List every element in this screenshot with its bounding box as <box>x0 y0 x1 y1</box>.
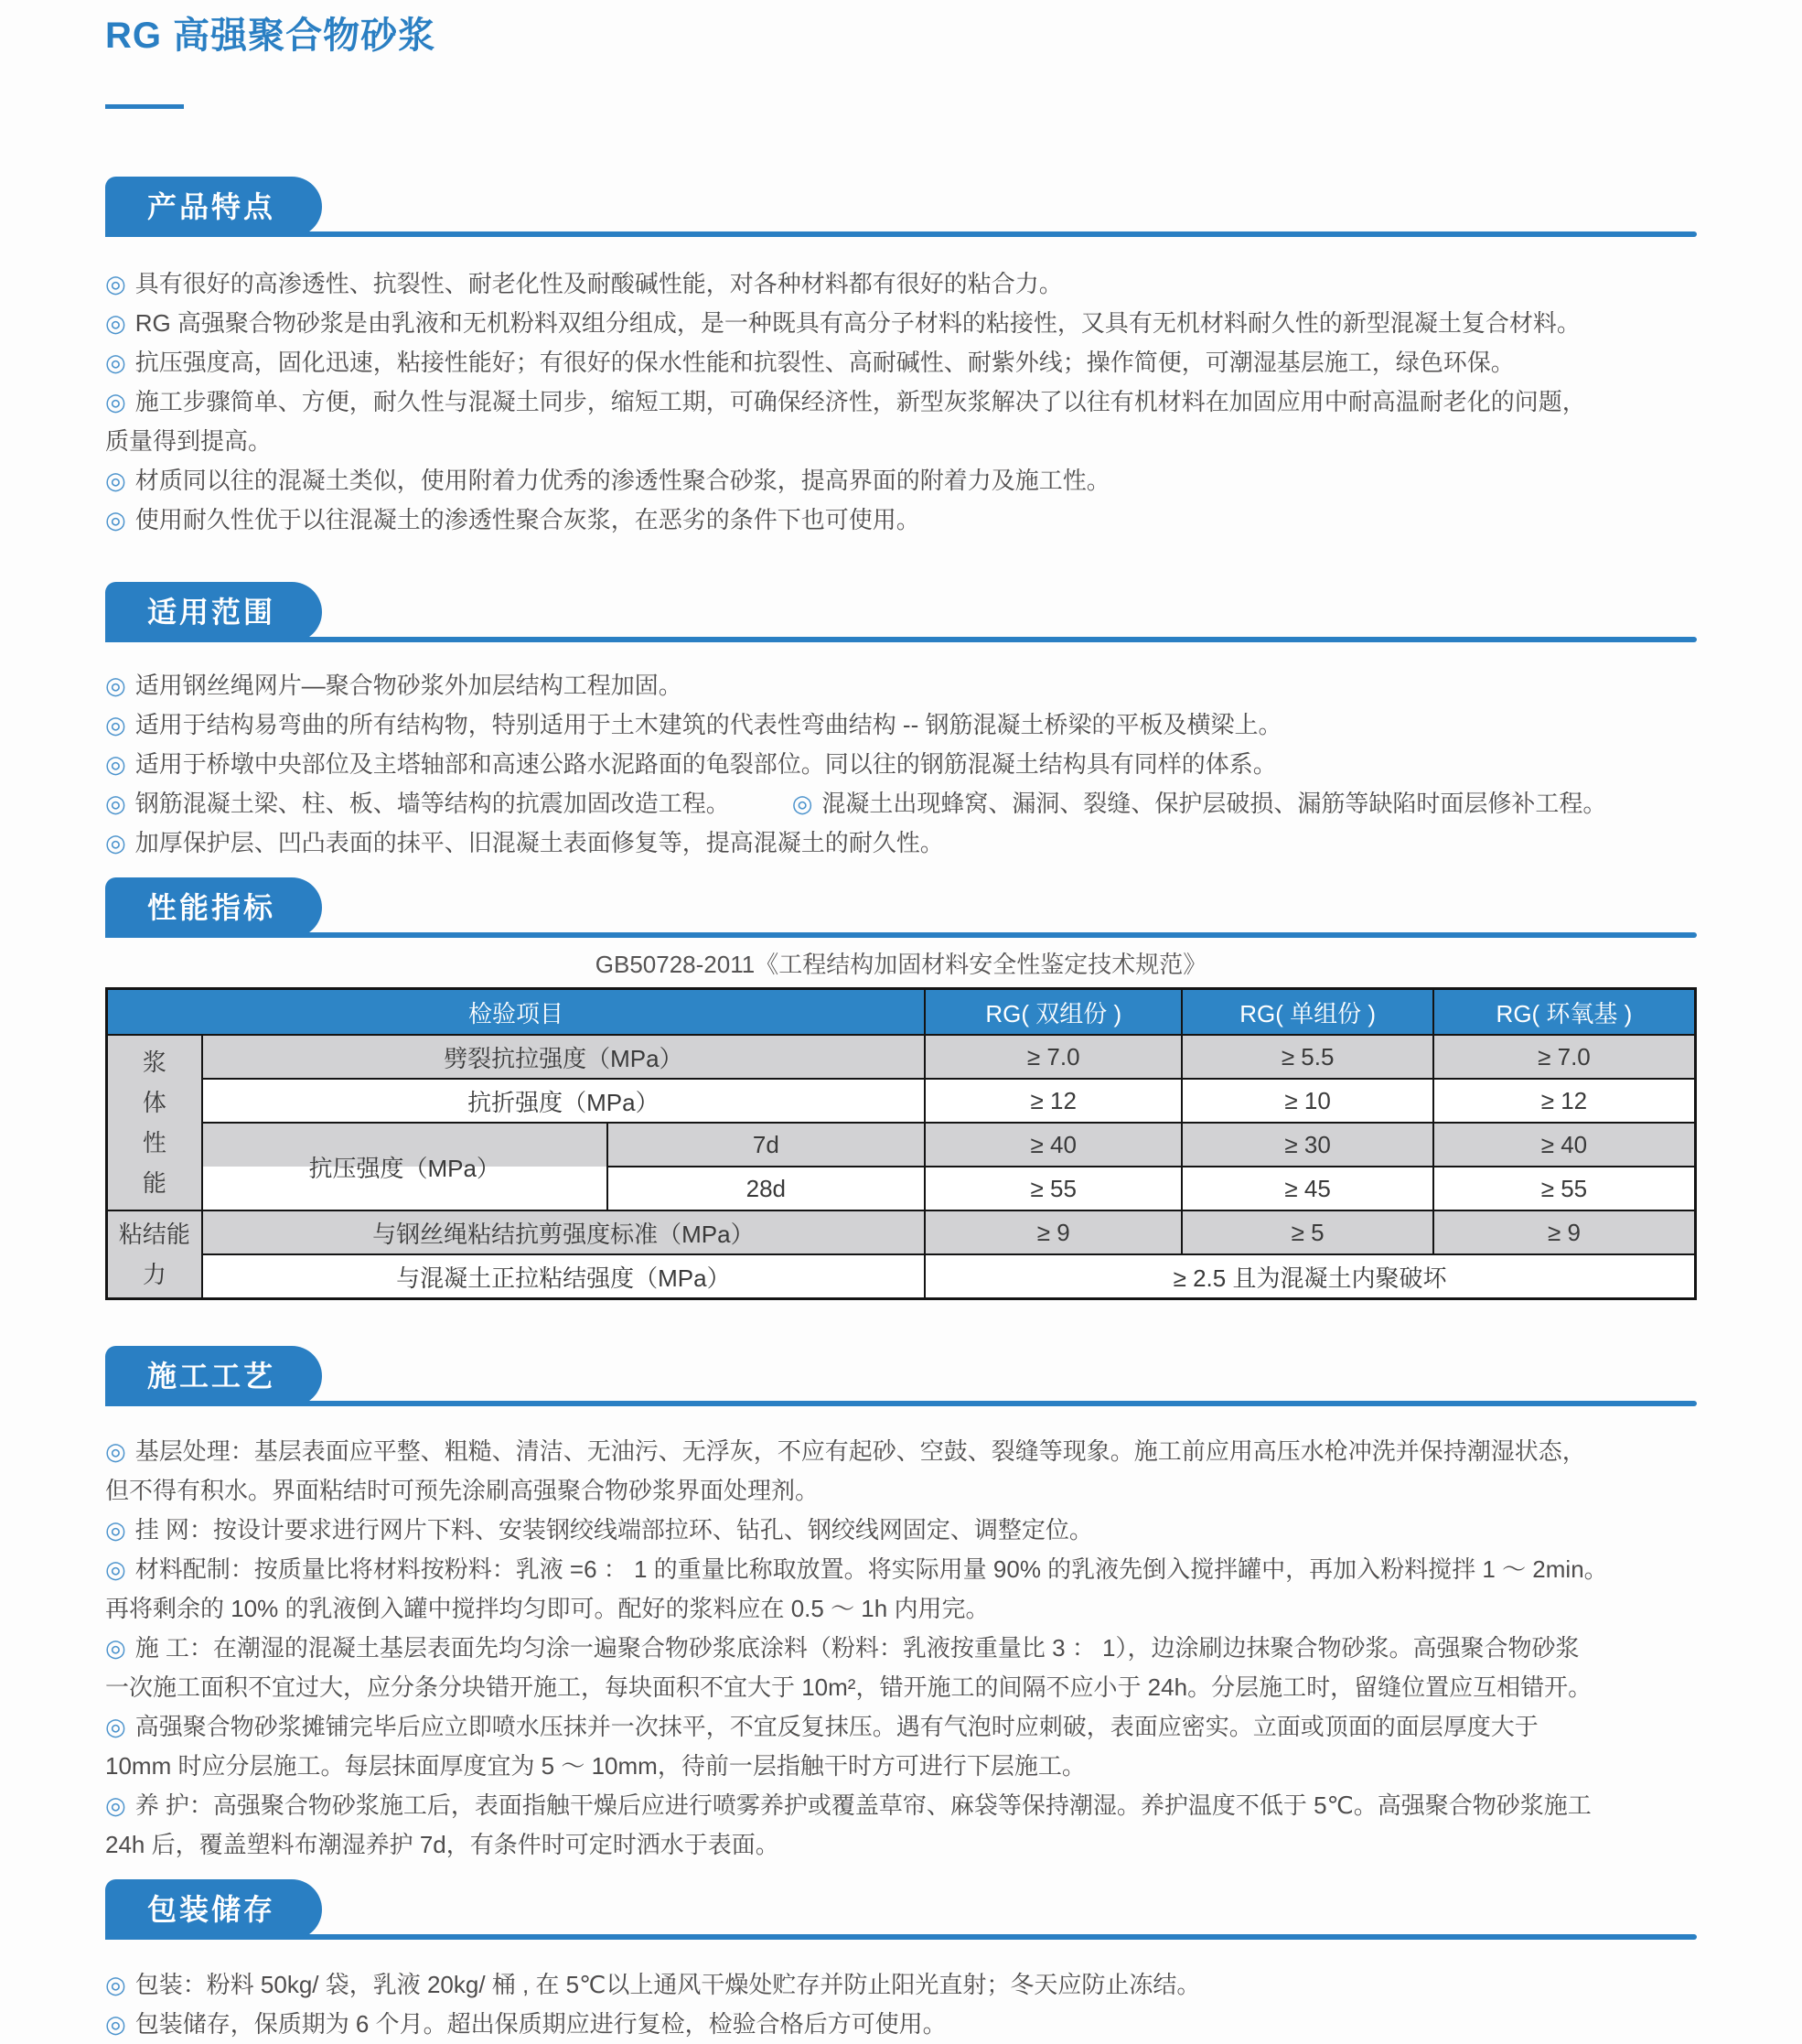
section-performance-index <box>105 877 1697 1300</box>
table-cell: ≥ 9 <box>1433 1210 1696 1254</box>
table-cell: 抗折强度（MPa） <box>202 1079 925 1123</box>
bullet-icon: ◎ <box>105 349 126 376</box>
section-badge: 包装储存 <box>105 1879 322 1940</box>
bullet-item <box>105 461 1697 500</box>
table-cell: ≥ 30 <box>1182 1123 1432 1167</box>
bullet-icon: ◎ <box>105 388 126 415</box>
bullet-item <box>105 343 1697 382</box>
bullet-segment: ◎ 养 护：高强聚合物砂浆施工后，表面指触干燥后应进行喷雾养护或覆盖草帘、麻袋等保持潮湿。养护温度不低于 5℃。高强聚合物砂浆施工 24h 后，覆盖塑料布潮湿养护 7d，有条件时可定时洒水于表面。 <box>105 1791 1592 1858</box>
bullet-icon: ◎ <box>105 1555 126 1583</box>
table-cell: ≥ 7.0 <box>925 1035 1182 1079</box>
table-cell: ≥ 12 <box>1433 1079 1696 1123</box>
table-cell-line: 能 <box>142 1169 166 1197</box>
bullet-segment: ◎ 包装储存，保质期为 6 个月。超出保质期应进行复检，检验合格后方可使用。 <box>105 2010 947 2038</box>
bullet-item <box>105 1707 1697 1786</box>
table-row <box>107 1079 1696 1123</box>
table-cell: 与混凝土正拉粘结强度（MPa） <box>202 1254 925 1299</box>
performance-table <box>105 987 1697 1300</box>
table-cell: ≥ 5.5 <box>1182 1035 1432 1079</box>
section-packaging-storage <box>105 1879 1697 2044</box>
bullet-icon: ◎ <box>105 2010 126 2038</box>
section-header-packaging-storage <box>105 1879 1697 1940</box>
table-cell: ≥ 55 <box>1433 1167 1696 1210</box>
table-body <box>107 1035 1696 1299</box>
table-cell-line: 粘结能 <box>118 1221 190 1248</box>
bullet-list <box>105 264 1697 540</box>
bullet-segment: ◎ 适用钢丝绳网片—聚合物砂浆外加层结构工程加固。 <box>105 672 682 699</box>
table-row <box>107 1035 1696 1079</box>
bullet-item <box>105 304 1697 343</box>
bullet-item <box>105 1629 1697 1707</box>
bullet-icon: ◎ <box>105 672 126 699</box>
table-row <box>107 1254 1696 1299</box>
page-title: RG 高强聚合物砂浆 <box>105 16 436 56</box>
bullet-item <box>105 705 1697 745</box>
bullet-segment: ◎ 基层处理：基层表面应平整、粗糙、清洁、无油污、无浮灰，不应有起砂、空鼓、裂缝等现象。施工前应用高压水枪冲洗并保持潮湿状态， 但不得有积水。界面粘结时可预先涂刷高强聚合物砂浆界面处理剂。 <box>105 1437 1586 1504</box>
table-cell: ≥ 2.5 且为混凝土内聚破坏 <box>925 1254 1695 1299</box>
bullet-segment: ◎ 材质同以往的混凝土类似，使用附着力优秀的渗透性聚合砂浆，提高界面的附着力及施工性。 <box>105 467 1110 494</box>
bullet-segment: ◎ 材料配制：按质量比将材料按粉料：乳液 =6 ： 1 的重量比称取放置。将实际用量 90% 的乳液先倒入搅拌罐中，再加入粉料搅拌 1 ～ 2min。 再将剩余的 10% 的乳液倒入罐中搅拌均匀即可。配好的浆料应在 0.5 ～ 1h 内用完。 <box>105 1555 1608 1622</box>
bullet-item <box>105 1786 1697 1865</box>
bullet-segment: ◎ 具有很好的高渗透性、抗裂性、耐老化性及耐酸碱性能，对各种材料都有很好的粘合力。 <box>105 270 1063 297</box>
bullet-icon: ◎ <box>105 750 126 778</box>
bullet-segment: ◎ 适用于桥墩中央部位及主塔轴部和高速公路水泥路面的龟裂部位。同以往的钢筋混凝土结构具有同样的体系。 <box>105 750 1277 778</box>
table-cell: 7d <box>607 1123 925 1167</box>
bullet-segment: ◎ 钢筋混凝土梁、柱、板、墙等结构的抗震加固改造工程。 <box>105 790 730 817</box>
bullet-icon: ◎ <box>105 1713 126 1740</box>
bullet-item <box>105 1511 1697 1550</box>
bullet-icon: ◎ <box>105 829 126 856</box>
table-cell: ≥ 10 <box>1182 1079 1432 1123</box>
bullet-icon: ◎ <box>105 1516 126 1544</box>
table-cell: 抗压强度（MPa） <box>202 1123 607 1210</box>
table-cell-line: 浆 <box>142 1049 166 1076</box>
bullet-segment: ◎ RG 高强聚合物砂浆是由乳液和无机粉料双组分组成，是一种既具有高分子材料的粘接性，又具有无机材料耐久性的新型混凝土复合材料。 <box>105 309 1581 337</box>
bullet-icon: ◎ <box>105 467 126 494</box>
sections <box>105 177 1697 2044</box>
table-cell-line: 力 <box>142 1261 166 1288</box>
bullet-item <box>105 784 1697 823</box>
table-row <box>107 1210 1696 1254</box>
bullet-segment: ◎ 加厚保护层、凹凸表面的抹平、旧混凝土表面修复等，提高混凝土的耐久性。 <box>105 829 944 856</box>
title-underline <box>105 104 184 109</box>
bullet-segment: ◎ 施 工：在潮湿的混凝土基层表面先均匀涂一遍聚合物砂浆底涂料（粉料：乳液按重量比 3 ： 1），边涂刷边抹聚合物砂浆。高强聚合物砂浆 一次施工面积不宜过大，应分条分块错开施工，每块面积不宜大于 10m²，错开施工的间隔不应小于 24h。分层施工时，留缝位置应互相错开。 <box>105 1634 1593 1701</box>
bullet-icon: ◎ <box>105 309 126 337</box>
bullet-item <box>105 1965 1697 2005</box>
bullet-icon: ◎ <box>105 1437 126 1465</box>
section-header-construction-process <box>105 1346 1697 1406</box>
bullet-icon: ◎ <box>105 790 126 817</box>
table-cell: 与钢丝绳粘结抗剪强度标准（MPa） <box>202 1210 925 1254</box>
section-application-scope <box>105 582 1697 863</box>
section-construction-process <box>105 1346 1697 1865</box>
bullet-item <box>105 745 1697 784</box>
bullet-segment: ◎ 适用于结构易弯曲的所有结构物，特别适用于土木建筑的代表性弯曲结构 -- 钢筋混凝土桥梁的平板及横梁上。 <box>105 711 1282 738</box>
table-head <box>107 989 1696 1036</box>
bullet-icon: ◎ <box>105 1971 126 1998</box>
bullet-list <box>105 1965 1697 2044</box>
bullet-item <box>105 382 1697 461</box>
table-header-cell: RG( 单组份 ) <box>1182 989 1432 1036</box>
section-badge: 产品特点 <box>105 177 322 237</box>
table-header-cell: RG( 环氧基 ) <box>1433 989 1696 1036</box>
section-rule <box>105 231 1697 237</box>
table-row <box>107 1123 1696 1167</box>
bullet-icon: ◎ <box>105 1791 126 1819</box>
table-cell: ≥ 7.0 <box>1433 1035 1696 1079</box>
section-header-application-scope <box>105 582 1697 642</box>
table-cell: 28d <box>607 1167 925 1210</box>
bullet-icon: ◎ <box>791 790 813 817</box>
table-header-cell: RG( 双组份 ) <box>925 989 1182 1036</box>
bullet-segment: ◎ 使用耐久性优于以往混凝土的渗透性聚合灰浆，在恶劣的条件下也可使用。 <box>105 506 920 533</box>
section-rule <box>105 1401 1697 1406</box>
table-cell: ≥ 12 <box>925 1079 1182 1123</box>
bullet-item <box>105 666 1697 705</box>
table-cell: 劈裂抗拉强度（MPa） <box>202 1035 925 1079</box>
table-cell-line: 性 <box>142 1129 166 1156</box>
table-cell: ≥ 55 <box>925 1167 1182 1210</box>
bullet-icon: ◎ <box>105 711 126 738</box>
table-header-row <box>107 989 1696 1036</box>
section-badge: 施工工艺 <box>105 1346 322 1406</box>
table-cell-line: 体 <box>142 1089 166 1116</box>
bullet-list <box>105 1432 1697 1865</box>
bullet-item <box>105 2005 1697 2044</box>
bullet-segment: ◎ 包装：粉料 50kg/ 袋，乳液 20kg/ 桶 , 在 5℃以上通风干燥处贮存并防止阳光直射；冬天应防止冻结。 <box>105 1971 1201 1998</box>
section-rule <box>105 932 1697 938</box>
section-header-performance-index <box>105 877 1697 938</box>
bullet-icon: ◎ <box>105 1634 126 1662</box>
table-cell: ≥ 5 <box>1182 1210 1432 1254</box>
bullet-segment: ◎ 混凝土出现蜂窝、漏洞、裂缝、保护层破损、漏筋等缺陷时面层修补工程。 <box>791 790 1607 817</box>
section-badge: 适用范围 <box>105 582 322 642</box>
bullet-item <box>105 823 1697 863</box>
table-cell: ≥ 45 <box>1182 1167 1432 1210</box>
table-cell: ≥ 40 <box>1433 1123 1696 1167</box>
table-caption: GB50728-2011《工程结构加固材料安全性鉴定技术规范》 <box>595 951 1207 978</box>
bullet-item <box>105 1550 1697 1629</box>
table-cell: ≥ 9 <box>925 1210 1182 1254</box>
section-badge: 性能指标 <box>105 877 322 938</box>
section-header-product-features <box>105 177 1697 237</box>
table-header-cell: 检验项目 <box>107 989 926 1036</box>
bullet-icon: ◎ <box>105 270 126 297</box>
bullet-segment: ◎ 施工步骤简单、方便，耐久性与混凝土同步，缩短工期，可确保经济性，新型灰浆解决了以往有机材料在加固应用中耐高温耐老化的问题， 质量得到提高。 <box>105 388 1586 455</box>
bullet-item <box>105 500 1697 540</box>
bullet-segment: ◎ 抗压强度高，固化迅速，粘接性能好；有很好的保水性能和抗裂性、高耐碱性、耐紫外线；操作简便，可潮湿基层施工，绿色环保。 <box>105 349 1515 376</box>
bullet-icon: ◎ <box>105 506 126 533</box>
section-rule <box>105 637 1697 642</box>
table-cell <box>107 1035 202 1210</box>
bullet-item <box>105 264 1697 304</box>
bullet-item <box>105 1432 1697 1511</box>
table-cell <box>107 1210 202 1299</box>
section-rule <box>105 1934 1697 1940</box>
section-product-features <box>105 177 1697 540</box>
bullet-list <box>105 666 1697 863</box>
table-cell: ≥ 40 <box>925 1123 1182 1167</box>
bullet-segment: ◎ 挂 网：按设计要求进行网片下料、安装钢绞线端部拉环、钻孔、钢绞线网固定、调整定位。 <box>105 1516 1093 1544</box>
bullet-segment: ◎ 高强聚合物砂浆摊铺完毕后应立即喷水压抹并一次抹平，不宜反复抹压。遇有气泡时应刺破，表面应密实。立面或顶面的面层厚度大于 10mm 时应分层施工。每层抹面厚度宜为 5 ～ 10mm，待前一层指触干时方可进行下层施工。 <box>105 1713 1539 1780</box>
